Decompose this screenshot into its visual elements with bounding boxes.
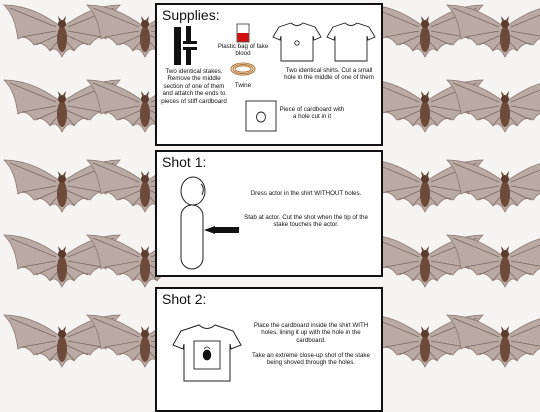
blood-bag-drawing xyxy=(237,24,249,42)
shirt-drawing xyxy=(327,23,375,61)
panel-title: Shot 2: xyxy=(162,291,207,307)
shirt-with-hole-drawing xyxy=(273,23,321,61)
shot2-illustration xyxy=(157,289,381,410)
shot2-instruction-2: Take an extreme close-up shot of the stake being shoved through the holes. xyxy=(252,352,370,367)
cardboard-drawing xyxy=(246,101,276,131)
shot2-panel xyxy=(155,287,383,412)
shot1-panel xyxy=(155,150,383,277)
twine-drawing xyxy=(231,63,255,75)
blood-bag-caption: Plastic bag of fake blood xyxy=(217,43,269,58)
shot1-instruction-1: Dress actor in the shirt WITHOUT holes. xyxy=(250,190,362,197)
stakes-caption: Two identical stakes. Remove the middle section of one of them and attatch the ends to pieces of stiff cardboard xyxy=(161,68,227,105)
shirts-caption: Two identical shirts. Cut a small hole in the middle of one of them xyxy=(284,67,374,82)
twine-caption: Twine xyxy=(234,82,252,89)
shot2-instruction-1: Place the cardboard inside the shirt WITH holes, lining it up with the hole in the cardboard. xyxy=(253,322,369,344)
stake-drawing xyxy=(204,226,239,234)
blood-fill xyxy=(237,33,248,42)
panel-title: Shot 1: xyxy=(162,154,207,170)
actor-drawing xyxy=(181,177,205,269)
stakes-drawing xyxy=(174,26,197,65)
cardboard-caption: Piece of cardboard with a hole cut in it xyxy=(279,106,345,121)
supplies-panel xyxy=(155,3,383,146)
shot1-instruction-2: Stab at actor. Cut the shot when the tip of the stake touches the actor. xyxy=(244,214,368,229)
panel-title: Supplies: xyxy=(162,7,220,23)
